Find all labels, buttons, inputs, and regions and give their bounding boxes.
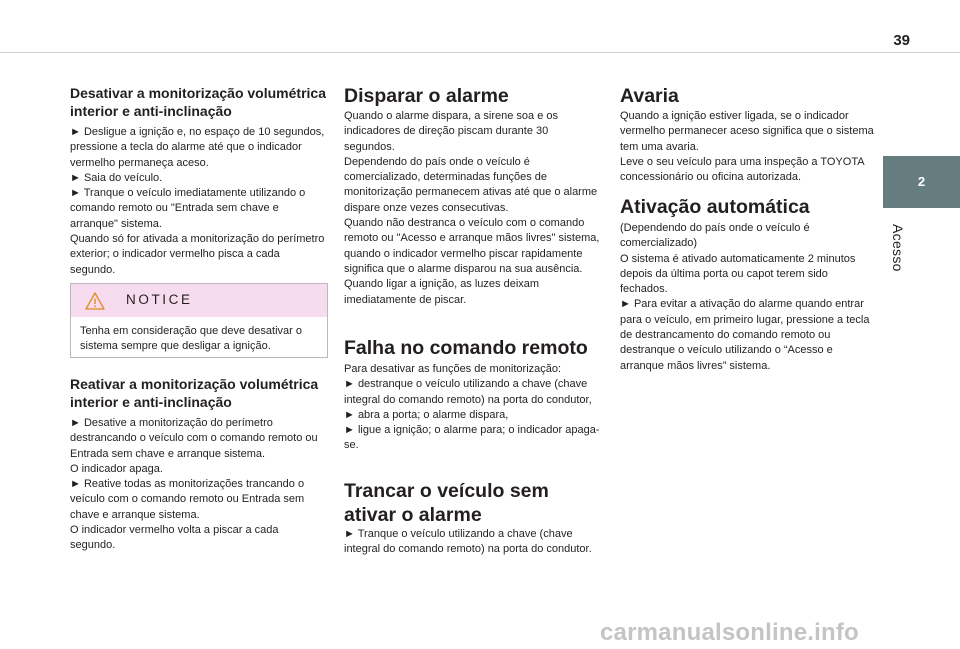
section-heading-alarm-trigger: Disparar o alarme bbox=[344, 85, 509, 107]
chapter-tab[interactable]: 2 bbox=[883, 156, 960, 208]
section-text-deactivate: ► Desligue a ignição e, no espaço de 10 segundos, pressione a tecla do alarme até que o indicador vermelho permaneça aceso. ► Saia do veículo. ► Tranque o veículo imediatamente utilizando o comando remoto ou "Entrada sem chave e arranque" sistema. Quando só for ativada a monitorização do perímetro exterior; o indicador vermelho pisca a cada segundo. bbox=[70, 126, 325, 276]
section-heading-fault: Avaria bbox=[620, 85, 679, 107]
page-number: 39 bbox=[893, 32, 910, 49]
section-text-remote-failure: Para desativar as funções de monitorização: ► destranque o veículo utilizando a chave (chave integral do comando remoto) na porta do condutor, ► abra a porta; o alarme dispara, ► ligue a ignição; o alarme para; o indicador apaga-se. bbox=[344, 363, 600, 452]
notice-text: Tenha em consideração que deve desativar o sistema sempre que desligar a ignição. bbox=[80, 325, 302, 353]
section-text-lock-without-alarm: ► Tranque o veículo utilizando a chave (chave integral do comando remoto) na porta do condutor. bbox=[344, 528, 592, 556]
warning-triangle-icon bbox=[85, 292, 105, 310]
section-text-alarm-trigger: Quando o alarme dispara, a sirene soa e os indicadores de direção piscam durante 30 segundos. Dependendo do país onde o veículo é comercializado, determinadas funções de monitorização permanecem ativas até que o alarme dispare onze vezes consecutivas. Quando não destranca o veículo com o comando remoto ou "Acesso e arranque mãos livres" sistema, quando o indicador vermelho piscar rapidamente significa que o alarme disparou na sua ausência. Quando ligar a ignição, as luzes deixam imediatamente de piscar. bbox=[344, 110, 600, 306]
section-heading-reactivate: Reativar a monitorização volumétrica interior e anti-inclinação bbox=[70, 376, 319, 410]
section-heading-lock-without-alarm: Trancar o veículo sem ativar o alarme bbox=[344, 480, 549, 526]
notice-header bbox=[71, 284, 327, 317]
header-rule bbox=[0, 52, 960, 53]
section-heading-remote-failure: Falha no comando remoto bbox=[344, 337, 588, 359]
section-heading-deactivate: Desativar a monitorização volumétrica interior e anti-inclinação bbox=[70, 85, 326, 119]
section-heading-auto-activation: Ativação automática bbox=[620, 196, 810, 218]
section-text-fault: Quando a ignição estiver ligada, se o indicador vermelho permanecer aceso significa que o sistema tem uma avaria. Leve o seu veículo para uma inspeção a TOYOTA concessionário ou oficina autorizada. bbox=[620, 110, 874, 184]
chapter-label: Acesso bbox=[890, 224, 906, 272]
notice-title: NOTICE bbox=[126, 292, 193, 307]
notice-box bbox=[70, 283, 328, 358]
section-text-reactivate: ► Desative a monitorização do perímetro destrancando o veículo com o comando remoto ou Entrada sem chave e arranque sistema. O indicador apaga. ► Reative todas as monitorizações trancando o veículo com o comando remoto ou Entrada sem chave e arranque sistema. O indicador vermelho volta a piscar a cada segundo. bbox=[70, 417, 318, 552]
section-text-auto-activation: (Dependendo do país onde o veículo é comercializado) O sistema é ativado automaticamente 2 minutos depois da última porta ou capot terem sido fechados. ► Para evitar a ativação do alarme quando entrar para o veículo, em primeiro lugar, pressione a tecla de destrancamento do comando remoto ou destranque o veículo utilizando o “Acesso e arranque mãos livres” sistema. bbox=[620, 222, 870, 372]
watermark: carmanualsonline.info bbox=[600, 619, 859, 646]
